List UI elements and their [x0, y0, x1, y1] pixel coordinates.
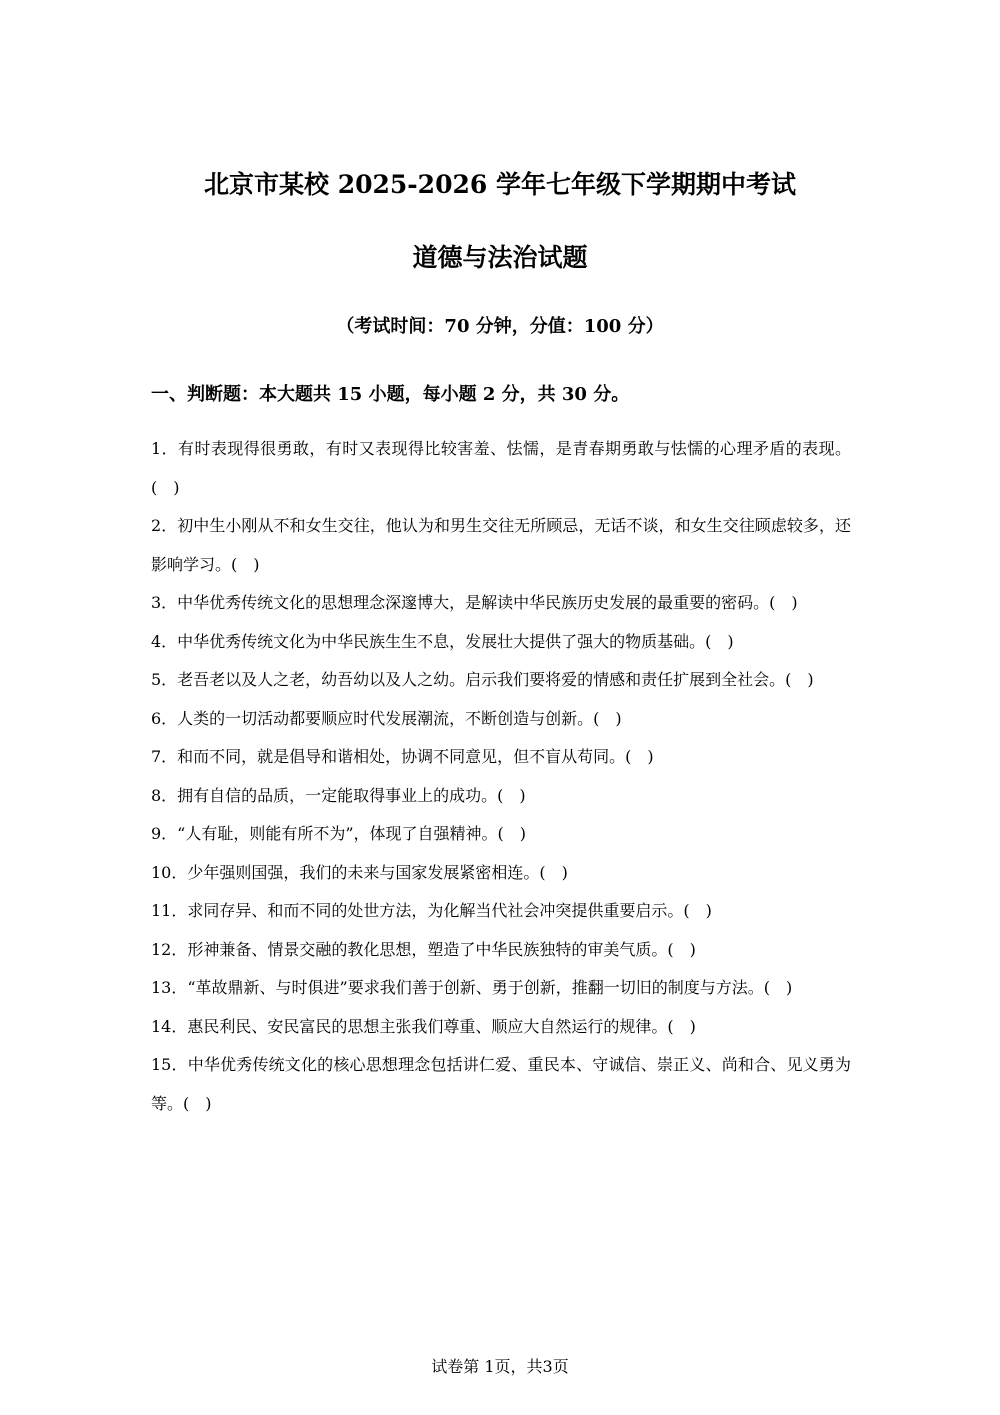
- question-item: 13．“革故鼎新、与时俱进”要求我们善于创新、勇于创新，推翻一切旧的制度与方法。( ): [151, 978, 793, 997]
- question-item: 7．和而不同，就是倡导和谐相处，协调不同意见，但不盲从苟同。( ): [151, 747, 654, 766]
- question-item: 12．形神兼备、情景交融的教化思想，塑造了中华民族独特的审美气质。( ): [151, 939, 696, 959]
- question-item: 6．人类的一切活动都要顺应时代发展潮流，不断创造与创新。( ): [151, 708, 622, 728]
- question-item: 11．求同存异、和而不同的处世方法，为化解当代社会冲突提供重要启示。( ): [151, 901, 712, 920]
- question-item: 1．有时表现得很勇敢，有时又表现得比较害羞、怯懦，是青春期勇敢与怯懦的心理矛盾的表现。( ): [151, 439, 851, 497]
- question-item: 14．惠民利民、安民富民的思想主张我们尊重、顺应大自然运行的规律。( ): [151, 1016, 696, 1036]
- page-footer: 试卷第 1页，共3页: [431, 1357, 569, 1376]
- question-list: [151, 430, 851, 1123]
- exam-time-and-score: （考试时间：70 分钟，分值：100 分）: [336, 316, 664, 337]
- exam-subject-title: 道德与法治试题: [412, 243, 588, 272]
- question-item: 4．中华优秀传统文化为中华民族生生不息，发展壮大提供了强大的物质基础。( ): [151, 631, 734, 651]
- question-item: 8．拥有自信的品质，一定能取得事业上的成功。( ): [151, 785, 526, 805]
- question-item: 9．“人有耻，则能有所不为”，体现了自强精神。( ): [151, 824, 527, 843]
- section-heading-true-false: 一、判断题：本大题共 15 小题，每小题 2 分，共 30 分。: [151, 384, 630, 405]
- question-item: 10．少年强则国强，我们的未来与国家发展紧密相连。( ): [151, 862, 568, 882]
- question-item: 2．初中生小刚从不和女生交往，他认为和男生交往无所顾忌，无话不谈，和女生交往顾虑较多，还影响学习。( ): [151, 516, 851, 574]
- question-item: 15．中华优秀传统文化的核心思想理念包括讲仁爱、重民本、守诚信、崇正义、尚和合、见义勇为等。( ): [151, 1055, 851, 1113]
- question-item: 5．老吾老以及人之老，幼吾幼以及人之幼。启示我们要将爱的情感和责任扩展到全社会。( ): [151, 670, 814, 689]
- question-item: 3．中华优秀传统文化的思想理念深邃博大，是解读中华民族历史发展的最重要的密码。( ): [151, 593, 798, 612]
- exam-title: 北京市某校 2025-2026 学年七年级下学期期中考试: [204, 170, 796, 199]
